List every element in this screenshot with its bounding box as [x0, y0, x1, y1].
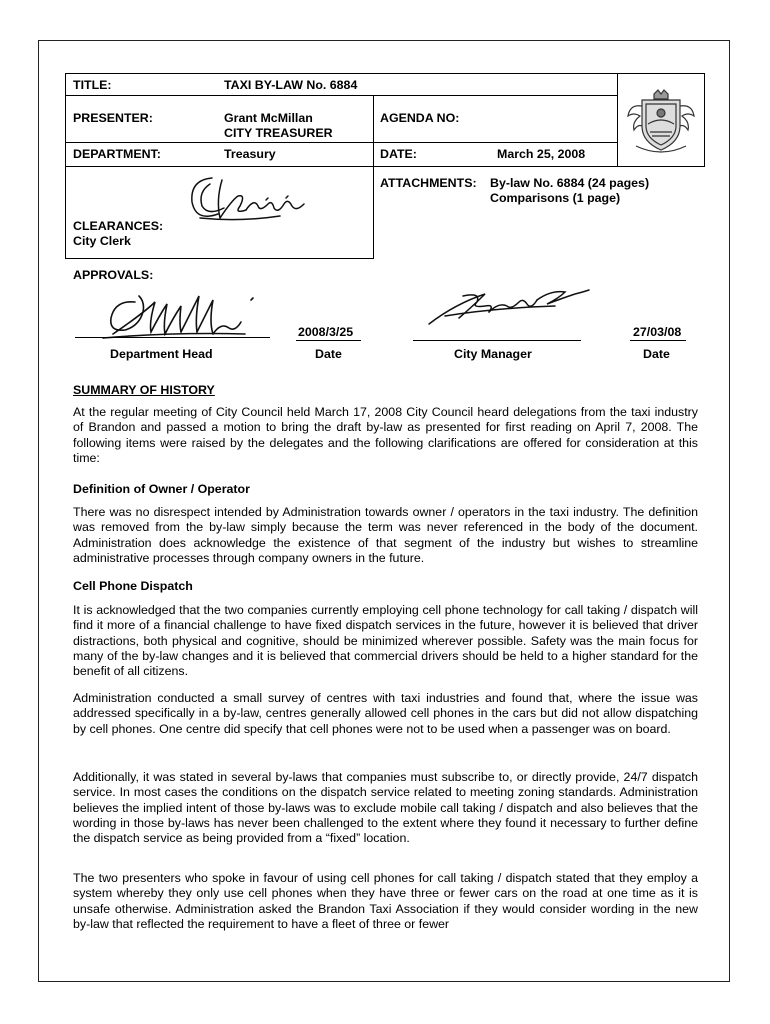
clearances-label: CLEARANCES:: [73, 219, 164, 233]
attachments-label: ATTACHMENTS:: [380, 176, 477, 190]
date-caption-1: Date: [315, 347, 342, 361]
department-head-signature-line: [75, 337, 270, 338]
agenda-label: AGENDA NO:: [380, 111, 460, 125]
paragraph-cell-phone-2: Administration conducted a small survey of centres with taxi industries and found that, where the issue was addressed specifically in a by-law, centres generally allowed cell phones in the cars but did not allow dispatching by cell phones. One centre did specify that cell phones were not to be used when a passenger was on board.: [73, 691, 698, 736]
approvals-label: APPROVALS:: [73, 268, 154, 282]
summary-heading: SUMMARY OF HISTORY: [73, 383, 215, 397]
dept-date-line: [296, 340, 361, 341]
heading-owner-operator: Definition of Owner / Operator: [73, 482, 250, 496]
city-seal-icon: [622, 86, 700, 158]
department-head-signature-icon: [95, 282, 270, 342]
presenter-name: Grant McMillan: [224, 111, 313, 125]
city-manager-date: 27/03/08: [633, 325, 682, 339]
attachment-1: By-law No. 6884 (24 pages): [490, 176, 650, 190]
date-label: DATE:: [380, 147, 417, 161]
paragraph-council-meeting: At the regular meeting of City Council held March 17, 2008 City Council heard delegations from the taxi industry of Brandon and passed a motion to bring the draft by-law as presented for first reading on April 7, 2008. The following items were raised by the delegates and the following clarifications are offered for consideration at this time:: [73, 405, 698, 465]
paragraph-owner-operator: There was no disrespect intended by Administration towards owner / operators in the taxi industry. The definition was removed from the by-law simply because the term was never referenced in the body of the document. Administration does acknowledge the existence of that segment of the industry but wishes to streamline administrative processes through company owners in the future.: [73, 505, 698, 565]
clearance-signature-icon: [180, 170, 320, 232]
seal-divider: [617, 73, 618, 167]
paragraph-cell-phone-1: It is acknowledged that the two companies currently employing cell phone technology for call taking / dispatch will find it more of a financial challenge to have fixed dispatch services in the future, however it is believed that driver distractions, both physical and cognitive, should be minimized wherever possible. Safety was the main focus for many of the by-law changes and it is believed that commercial drivers should be held to a higher standard for the benefit of all citizens.: [73, 603, 698, 679]
row1-divider: [65, 95, 618, 96]
date-value: March 25, 2008: [497, 147, 586, 161]
presenter-label: PRESENTER:: [73, 111, 153, 125]
clearances-value: City Clerk: [73, 234, 131, 248]
department-label: DEPARTMENT:: [73, 147, 161, 161]
attachment-2: Comparisons (1 page): [490, 191, 621, 205]
paragraph-cell-phone-4: The two presenters who spoke in favour of using cell phones for call taking / dispatch stated that they employ a system whereby they only use cell phones when they have three or fewer cars on the road at one time as it is unsafe otherwise. Administration asked the Brandon Taxi Association if they would consider wording in the new by-law that reflected the requirement to have a fleet of three or fewer: [73, 871, 698, 931]
city-manager-signature-line: [413, 340, 581, 341]
department-value: Treasury: [224, 147, 276, 161]
presenter-role: CITY TREASURER: [224, 126, 333, 140]
row3-divider: [65, 166, 705, 167]
department-head-date: 2008/3/25: [298, 325, 354, 339]
agenda-divider: [373, 95, 374, 259]
department-head-label: Department Head: [110, 347, 213, 361]
paragraph-cell-phone-3: Additionally, it was stated in several by-laws that companies must subscribe to, or directly provide, 24/7 dispatch service. In most cases the conditions on the dispatch service related to meeting zoning standards. Administration believes the implied intent of those by-laws was to exclude mobile call taking / dispatch and also believes that the wording in those by-laws has never been challenged to the extent where they found it necessary to further define the dispatch service as being provided from a “fixed” location.: [73, 770, 698, 846]
city-manager-label: City Manager: [454, 347, 532, 361]
table-right-border: [704, 73, 705, 167]
city-manager-signature-icon: [425, 282, 595, 332]
table-bottom-border: [65, 258, 374, 259]
manager-date-line: [630, 340, 686, 341]
row2-divider: [65, 142, 618, 143]
heading-cell-phone-dispatch: Cell Phone Dispatch: [73, 579, 193, 593]
title-label: TITLE:: [73, 78, 112, 92]
title-value: TAXI BY-LAW No. 6884: [224, 78, 358, 92]
date-caption-2: Date: [643, 347, 670, 361]
table-top-border: [65, 73, 705, 74]
